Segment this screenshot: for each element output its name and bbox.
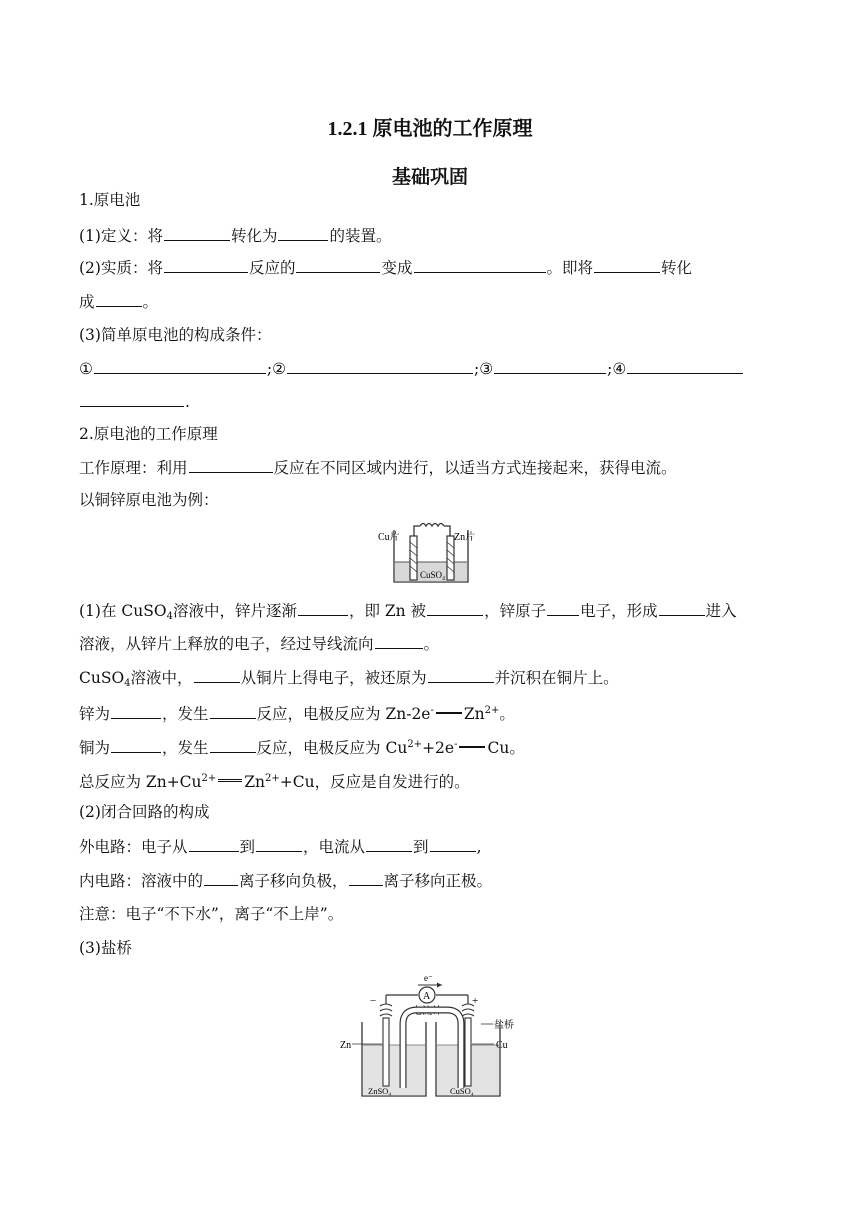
cuso4-label: CuSO₄ [450, 1086, 474, 1096]
blank[interactable] [96, 291, 142, 307]
equals-bar [218, 779, 242, 782]
plus-sign: + [472, 995, 479, 1007]
blank[interactable] [287, 358, 473, 374]
blank[interactable] [164, 225, 230, 241]
blank[interactable] [210, 703, 256, 719]
principle-line: 工作原理：利用 反应在不同区域内进行，以适当方式连接起来，获得电流。 [79, 459, 677, 477]
blank[interactable] [164, 257, 248, 273]
blank[interactable] [659, 600, 705, 616]
blank[interactable] [111, 737, 161, 753]
definition-line: (1)定义：将 转化为 的装置。 [79, 227, 392, 245]
cu-label: Cu片 [378, 532, 400, 543]
total-reaction-line: 总反应为 $Zn+Cu^{2+}$ $Zn^{2+}+Cu$，反应是自发进行的。 [79, 773, 470, 791]
blank[interactable] [278, 225, 328, 241]
blank[interactable] [627, 358, 743, 374]
conditions-line-cont: . [79, 391, 190, 412]
section-title: 基础巩固 [391, 166, 468, 188]
essence-line: (2)实质：将 反应的 变成 。即将 转化 [79, 259, 693, 277]
zinc-line: 锌为 ，发生 反应，电极反应为 Zn-2e- $Zn^{2+}$。 [79, 705, 515, 723]
salt-bridge-heading: (3)盐桥 [79, 939, 132, 957]
blank[interactable] [366, 836, 412, 852]
example-line: 以铜锌原电池为例： [79, 491, 219, 509]
blank[interactable] [414, 257, 546, 273]
cu-zn-cell-figure [376, 518, 476, 588]
zn-label: Zn片 [454, 532, 476, 543]
solution-label: CuSO₄ [420, 570, 446, 580]
heading-2: 2.原电池的工作原理 [79, 425, 218, 443]
blank[interactable] [111, 703, 161, 719]
blank[interactable] [189, 457, 273, 473]
paragraph-2: CuSO$_4$溶液中， 从铜片上得电子，被还原为 并沉积在铜片上。 [79, 669, 619, 689]
note-line: 注意：电子“不下水”，离子“不上岸”。 [79, 905, 344, 923]
blank[interactable] [349, 870, 383, 886]
zn-electrode-label: Zn [340, 1040, 352, 1051]
equals-bar [459, 746, 485, 748]
blank[interactable] [80, 391, 184, 407]
external-circuit-line: 外电路：电子从 到 ，电流从 到 , [79, 838, 482, 856]
meter-label: 电流计 [412, 1006, 442, 1017]
ammeter-label: A [423, 991, 431, 1002]
minus-sign: − [370, 995, 377, 1007]
blank[interactable] [430, 836, 476, 852]
cu-electrode-label: Cu [496, 1040, 508, 1051]
blank[interactable] [594, 257, 660, 273]
blank[interactable] [194, 667, 240, 683]
copper-line: 铜为 ，发生 反应，电极反应为 $Cu^{2+}+2e^-$ Cu。 [79, 739, 525, 757]
bridge-label: 盐桥 [494, 1020, 514, 1031]
znso4-label: ZnSO₄ [368, 1086, 392, 1096]
blank[interactable] [296, 257, 380, 273]
blank[interactable] [494, 358, 606, 374]
conditions-line: ① ;② ;③ ;④ [79, 358, 744, 379]
heading-1: 1.原电池 [79, 191, 141, 209]
essence-line-cont: 成 。 [79, 293, 159, 311]
blank[interactable] [210, 737, 256, 753]
equals-bar [436, 712, 462, 714]
blank[interactable] [547, 600, 579, 616]
blank[interactable] [189, 836, 239, 852]
blank[interactable] [204, 870, 238, 886]
paragraph-1: (1)在 CuSO$_4$溶液中，锌片逐渐 ，即 Zn 被 ，锌原子 电子，形成 进入 [79, 602, 737, 622]
electron-label: e⁻ [424, 973, 433, 983]
blank[interactable] [375, 633, 423, 649]
conditions-heading: (3)简单原电池的构成条件： [79, 326, 272, 344]
blank[interactable] [298, 600, 348, 616]
salt-bridge-figure [338, 970, 523, 1102]
internal-circuit-line: 内电路：溶液中的 离子移向负极， 离子移向正极。 [79, 872, 493, 890]
loop-heading: (2)闭合回路的构成 [79, 803, 210, 821]
blank[interactable] [428, 667, 494, 683]
blank[interactable] [427, 600, 483, 616]
blank[interactable] [94, 358, 266, 374]
paragraph-1-cont: 溶液，从锌片上释放的电子，经过导线流向 。 [79, 635, 440, 653]
blank[interactable] [256, 836, 302, 852]
document-title: 1.2.1 原电池的工作原理 [327, 118, 533, 140]
